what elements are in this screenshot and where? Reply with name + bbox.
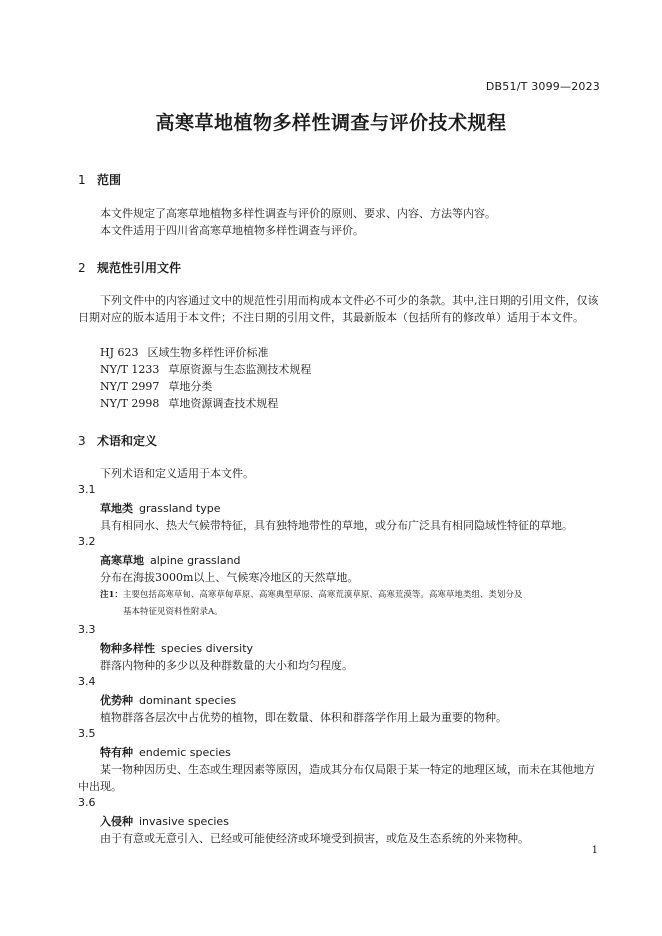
- reference-name: 草原资源与生态监测技术规程: [168, 363, 312, 376]
- term-definition: 植物群落各层次中占优势的植物，即在数量、体积和群落学作用上最为重要的物种。: [100, 711, 507, 724]
- reference-code: HJ 623: [100, 346, 139, 359]
- document-title: 高寒草地植物多样性调查与评价技术规程: [155, 112, 507, 134]
- section-1-paragraph-1: 本文件规定了高寒草地植物多样性调查与评价的原则、要求、内容、方法等内容。: [100, 207, 496, 220]
- term-name-en: endemic species: [139, 746, 231, 759]
- term-name: [100, 640, 253, 656]
- term-name: [100, 692, 236, 708]
- term-name-en: species diversity: [161, 642, 254, 655]
- standard-code: DB51/T 3099—2023: [485, 80, 600, 93]
- term-name-en: dominant species: [139, 694, 237, 707]
- term-name: [100, 552, 241, 568]
- reference-item: [100, 395, 278, 412]
- section-1-heading: [78, 171, 121, 188]
- term-name: [100, 500, 221, 516]
- reference-item: [100, 378, 212, 395]
- reference-code: NY/T 2997: [100, 380, 160, 393]
- term-definition: 由于有意或无意引入、已经或可能使经济或环境受到损害，或危及生态系统的外来物种。: [100, 832, 529, 845]
- term-name-zh: 高寒草地: [100, 554, 144, 567]
- term-number: 3.4: [78, 675, 96, 688]
- section-3-number: 3: [78, 434, 86, 448]
- page-number: 1: [591, 845, 598, 856]
- term-definition: 分布在海拔3000m以上、气候寒冷地区的天然草地。: [100, 571, 359, 584]
- term-name-en: grassland type: [139, 502, 221, 515]
- reference-name: 草地资源调查技术规程: [168, 397, 279, 410]
- term-name-zh: 草地类: [100, 502, 133, 515]
- term-name: [100, 813, 229, 829]
- term-definition: 群落内物种的多少以及种群数量的大小和均匀程度。: [100, 659, 353, 672]
- section-1-paragraph-2: 本文件适用于四川省高寒草地植物多样性调查与评价。: [100, 224, 364, 237]
- reference-name: 草地分类: [168, 380, 213, 393]
- note-text-line-2: 基本特征见资料性附录A。: [123, 607, 223, 617]
- reference-item: [100, 344, 269, 361]
- term-definition: 具有相同水、热大气候带特征，具有独特地带性的草地，或分布广泛具有相同隐域性特征的草地。: [100, 519, 573, 532]
- section-2-number: 2: [78, 261, 86, 275]
- note-label: 注1：: [100, 590, 123, 600]
- section-3-intro: 下列术语和定义适用于本文件。: [100, 467, 254, 480]
- term-number: 3.3: [78, 623, 96, 636]
- term-number: 3.2: [78, 535, 96, 548]
- section-1-number: 1: [78, 173, 86, 187]
- term-number: 3.6: [78, 796, 96, 809]
- term-note: [100, 587, 600, 621]
- reference-code: NY/T 2998: [100, 397, 160, 410]
- term-name-en: alpine grassland: [150, 554, 241, 567]
- section-2-title: 规范性引用文件: [97, 261, 182, 275]
- section-1-title: 范围: [97, 173, 122, 187]
- term-number: 3.5: [78, 727, 96, 740]
- note-text-line-1: 主要包括高寒草甸、高寒草甸草原、高寒典型草原、高寒荒漠草原、高寒荒漠等。高寒草地类组、类划分及: [122, 590, 523, 600]
- term-name-zh: 优势种: [100, 694, 133, 707]
- term-name: [100, 744, 231, 760]
- term-name-zh: 特有种: [100, 746, 133, 759]
- reference-item: [100, 361, 311, 378]
- reference-code: NY/T 1233: [100, 363, 160, 376]
- term-name-zh: 入侵种: [100, 815, 133, 828]
- section-2-heading: [78, 259, 181, 276]
- section-3-heading: [78, 432, 157, 449]
- section-2-intro: 下列文件中的内容通过文中的规范性引用而构成本文件必不可少的条款。其中,注日期的引用文件，仅该日期对应的版本适用于本文件；不注日期的引用文件，其最新版本（包括所有的修改单）适用于本文件。: [78, 294, 599, 324]
- term-definition: 某一物种因历史、生态或生理因素等原因，造成其分布仅局限于某一特定的地理区域，而未在其他地方中出现。: [78, 763, 595, 793]
- reference-name: 区域生物多样性评价标准: [147, 346, 269, 359]
- term-name-en: invasive species: [139, 815, 229, 828]
- section-3-title: 术语和定义: [97, 434, 158, 448]
- term-number: 3.1: [78, 483, 96, 496]
- term-name-zh: 物种多样性: [100, 642, 155, 655]
